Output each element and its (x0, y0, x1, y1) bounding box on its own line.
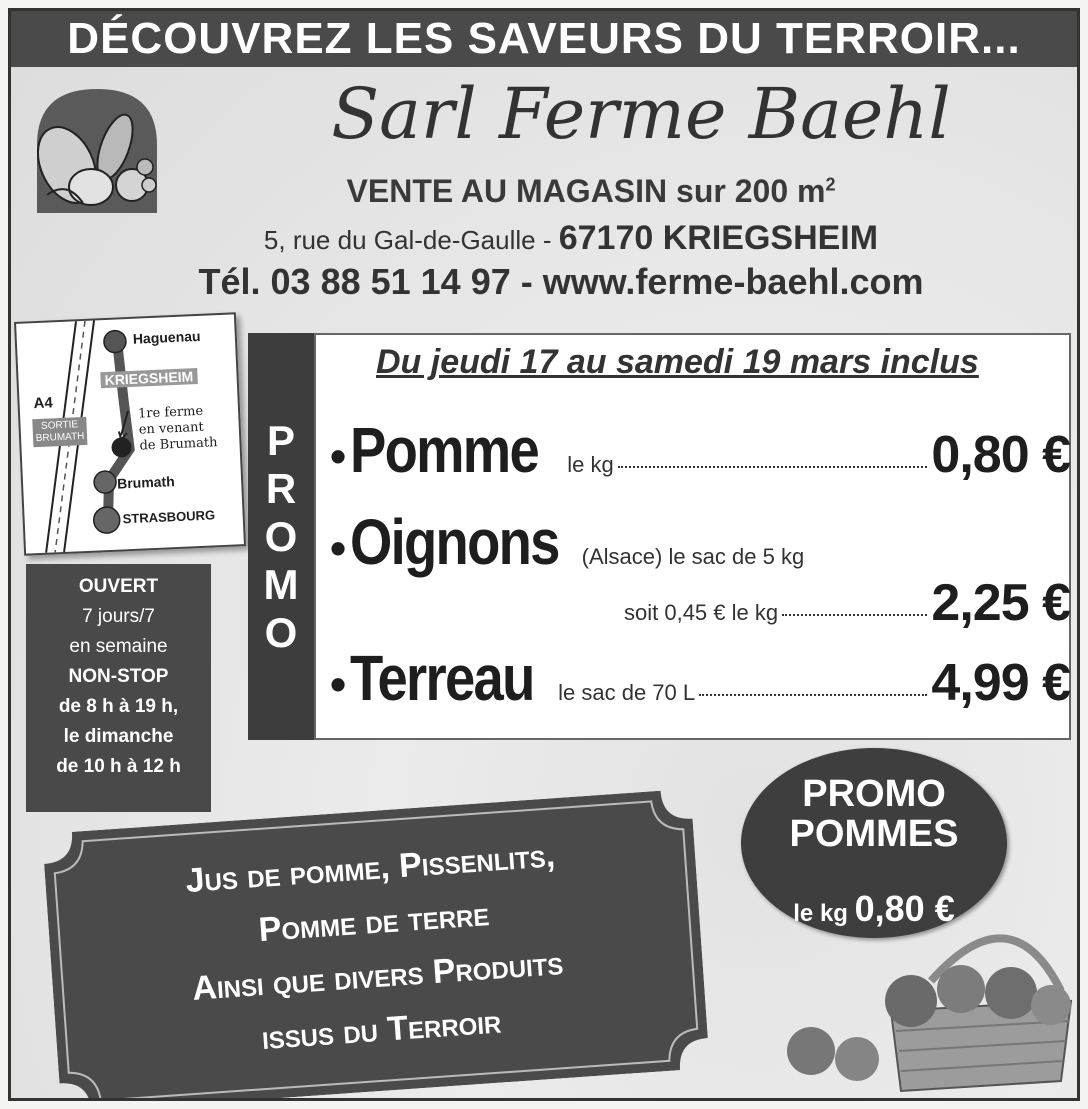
opening-hours: OUVERT 7 jours/7 en semaine NON-STOP de 8 h à 19 h, le dimanche de 10 h à 12 h (26, 564, 211, 812)
promo-item-oignons-price: soit 0,45 € le kg 2,25 € (624, 574, 1070, 632)
promo-vertical-label: P R O M O (248, 333, 314, 740)
products-plaque (42, 789, 710, 1101)
headline-banner: DÉCOUVREZ LES SAVEURS DU TERROIR... (11, 11, 1077, 67)
plaque-line-3: Ainsi que divers Produits (191, 944, 565, 1008)
map-note: 1re ferme en venant de Brumath (137, 403, 218, 454)
map-exit-label: SORTIE BRUMATH (32, 417, 87, 447)
promo-pommes-badge: PROMO POMMES le kg 0,80 € (741, 748, 1007, 938)
location-map (14, 312, 246, 555)
promo-item-oignons: • Oignons (Alsace) le sac de 5 kg (330, 506, 805, 578)
contact-line: Tél. 03 88 51 14 97 - www.ferme-baehl.com (198, 261, 924, 302)
plaque-line-2: Pomme de terre (257, 895, 491, 950)
promo-dates: Du jeudi 17 au samedi 19 mars inclus (376, 343, 979, 381)
shop-name: Sarl Ferme Baehl (331, 73, 951, 155)
promo-item-terreau: • Terreau le sac de 70 L 4,99 € (330, 642, 1070, 714)
advertisement (8, 8, 1080, 1101)
apple-basket-icon (781, 881, 1080, 1101)
map-town-haguenau: Haguenau (132, 327, 201, 347)
map-town-strasbourg: STRASBOURG (122, 507, 216, 527)
store-size-line: VENTE AU MAGASIN sur 200 $m^2$ (346, 173, 836, 209)
map-town-brumath: Brumath (116, 473, 176, 492)
address-line: 5, rue du Gal-de-Gaulle - 67170 KRIEGSHEIM (263, 219, 879, 257)
vegetables-emblem-icon (27, 85, 167, 215)
map-road-label: A4 (33, 394, 54, 413)
plaque-line-1: Jus de pomme, Pissenlits, (184, 836, 557, 901)
promo-item-pomme: • Pomme le kg 0,80 € (330, 414, 1070, 486)
map-town-kriegsheim: KRIEGSHEIM (100, 368, 197, 388)
plaque-line-4: issus du Terroir (260, 1002, 503, 1058)
promo-panel (314, 333, 1071, 740)
